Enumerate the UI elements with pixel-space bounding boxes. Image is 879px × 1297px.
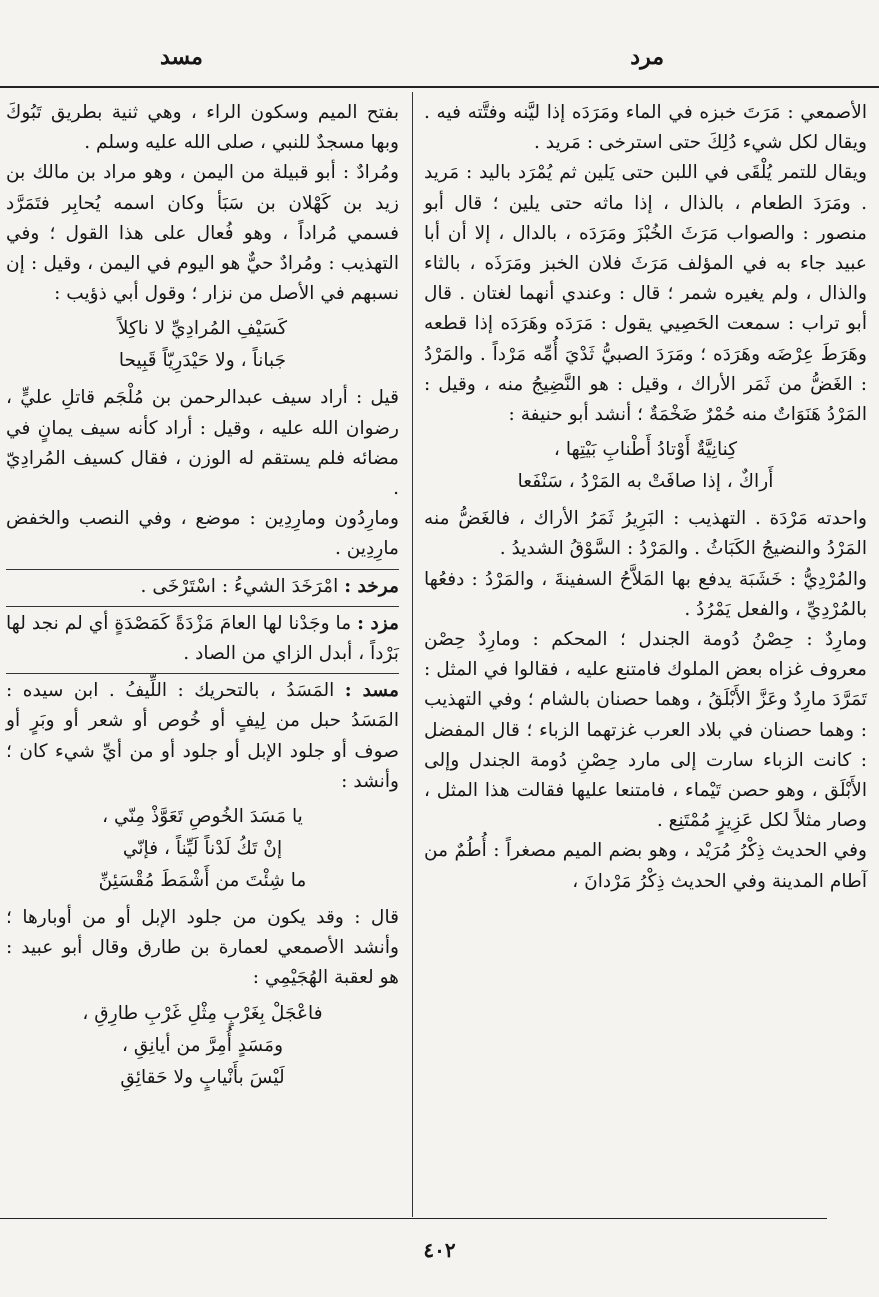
paragraph: ويقال للتمر يُلْقَى في اللبن حتى يَلين ثم يُمْرَد باليد : مَريد . ومَرَدَ الطعام ، بالذال ، إذا ماثه حتى يلين ؛ قال أبو منصور : والصواب مَرَثَ الخُبْزَ ومَرَدَه ، بالدال ، إلا أن أبا عبيد جاء به في المؤلف مَرَثَ فلان الخبز ومَرَذَه ، بالثاء والذال ، ولم يغيره شمر ؛ قال : وعندي أنهما لغتان . قال أبو تراب : سمعت الحَصِيي يقول : مَرَدَه وهَرَدَه إذا قطعه وهَرَطَ عِرْضَه وهَرَدَه ؛ ومَرَدَ الصبيُّ ثَدْيَ أُمِّه مَرْداً . والمَرْدُ : الغَضُّ من ثَمَر الأراك ، وقيل : هو النَّضِيجُ منه ، وقيل : المَرْدُ هَنَوَاتٌ منه حُمْرٌ ضَخْمَةٌ ؛ أنشد أبو حنيفة : <box>424 162 867 426</box>
paragraph: والمُرْدِيُّ : خَشَبَة يدفع بها المَلاَّحُ السفينةَ ، والمَرْدُ : دفعُها بالمُرْدِيِّ ، والفعل يَمْرُدُ . <box>424 568 867 620</box>
verse <box>6 998 399 1094</box>
entry-text: ما وجَدْنا لها العامَ مَزْدَةً كَمَصْدَةٍ أي لم نجد لها بَرْداً ، أبدل الزاي من الصاد . <box>6 612 399 665</box>
verse-line: ما شِئْتَ من أَشْمَطَ مُقْسَئِنِّ <box>98 870 307 892</box>
paragraph: بفتح الميم وسكون الراء ، وهي ثنية بطريق تَبُوكَ وبها مسجدٌ للنبي ، صلى الله عليه وسلم . <box>6 102 399 154</box>
paragraph: قيل : أراد سيف عبدالرحمن بن مُلْجَم قاتلِ عليٍّ ، رضوان الله عليه ، وقيل : أراد كأنه سيف يمانٍ في مضائه فلم يستقم له الوزن ، فقال كسيف المُرادِيّ . <box>6 387 399 500</box>
headword: مرخد : <box>344 575 399 597</box>
page-number: ٤٠٢ <box>423 1238 456 1262</box>
paragraph: الأصمعي : مَرَتَ خبزه في الماء ومَرَدَه إذا ليَّنه وفتَّته فيه . ويقال لكل شيء دُلِكَ حتى استرخى : مَريد . <box>424 102 867 154</box>
entry-mrkhd <box>6 569 399 602</box>
right-column <box>424 98 867 897</box>
left-column <box>6 98 399 1100</box>
header-rule <box>0 86 879 88</box>
verse-line: فاعْجَلْ بِغَرْبٍ مِثْلِ غَرْبِ طارِقِ ، <box>82 1002 323 1024</box>
running-header-left: مسد <box>160 44 203 70</box>
verse-line: يا مَسَدَ الخُوصِ تَعَوَّذْ مِنّي ، <box>102 806 303 828</box>
paragraph: ومارِدٌ : حِصْنُ دُومة الجندل ؛ المحكم : ومارِدٌ حِصْن معروف غزاه بعض الملوك فامتنع عليه ، فقالوا في المثل : تَمَرَّدَ مارِدٌ وعَزَّ الأَبْلَقُ ، وهما حصنان بالشام ؛ وفي التهذيب : وهما حصنان في بلاد العرب غزتهما الزباء ؛ قال المفضل : كانت الزباء سارت إلى مارد حِصْنِ دُومة الجندل وإلى الأَبْلَق ، وهو حصن تَيْماء ، فامتنعا عليها فقالت هذا المثل ، وصار مثلاً لكل عَزِيزٍ مُمْتَنِع . <box>424 629 867 832</box>
verse <box>6 313 399 377</box>
running-header-right: مرد <box>630 44 664 70</box>
footer-rule <box>0 1218 827 1219</box>
column-divider <box>412 92 413 1217</box>
paragraph: ومارِدُون ومارِدِين : موضع ، وفي النصب والخفض مارِدِين . <box>6 508 399 560</box>
verse-line: إنْ تَكُ لَدْناً لَيِّناً ، فإنّي <box>122 838 283 860</box>
headword: مسد : <box>344 680 399 702</box>
verse-line: أَراكٌ ، إذا صافَتْ به المَرْدُ ، سَنْفَعا <box>517 471 774 493</box>
entry-msd <box>6 673 399 797</box>
headword: مزد : <box>357 612 399 634</box>
entry-text: امْرَخَدَ الشيءُ : اسْتَرْخَى . <box>140 575 339 597</box>
paragraph: واحدته مَرْدَة . التهذيب : البَرِيرُ ثَمَرُ الأراك ، فالغَضُّ منه المَرْدُ والنضيجُ الكَبَاثُ . والمَرْدُ : السَّوْقُ الشديدُ . <box>424 508 867 560</box>
verse <box>6 801 399 897</box>
verse-line: كَسَيْفِ المُرادِيِّ لا ناكِلاً <box>117 318 288 340</box>
paragraph: وفي الحديث ذِكْرُ مُرَيْد ، وهو بضم الميم مصغراً : أُطُمٌ من آطام المدينة وفي الحديث ذِكْرُ مَرْدانَ ، <box>424 840 867 892</box>
verse <box>424 434 867 498</box>
verse-line: ومَسَدٍ أُمِرَّ من أيانِقِ ، <box>121 1034 284 1056</box>
entry-text: المَسَدُ ، بالتحريك : اللِّيفُ . ابن سيده : المَسَدُ حبل من لِيفٍ أو خُوص أو شعر أو وبَرٍ أو صوف أو جلود الإبل أو جلود أو من أيِّ شيء كان ؛ وأنشد : <box>6 680 399 792</box>
verse-line: جَباناً ، ولا حَيْدَرِيّاً قَبِيحا <box>118 350 287 372</box>
verse-line: كِنانِيَّةٌ أَوْتادُ أَطْنابِ بَيْتِها ، <box>553 439 738 461</box>
paragraph: قال : وقد يكون من جلود الإبل أو من أوبارها ؛ وأنشد الأصمعي لعمارة بن طارق وقال أبو عبيد : هو لعقبة الهُجَيْمِي : <box>6 907 399 989</box>
verse-line: لَيْسَ بأَنْيابٍ ولا حَقائِقِ <box>120 1066 285 1088</box>
entry-mzd <box>6 606 399 669</box>
paragraph: ومُرادٌ : أبو قبيلة من اليمن ، وهو مراد بن مالك بن زيد بن كَهْلان بن سَبَأ وكان اسمه يُحابِر فتَمَرَّد فسمي مُراداً ، وهو فُعال على هذا القول ؛ وفي التهذيب : ومُرادٌ حيٌّ هو اليوم في اليمن ، وقيل : إن نسبهم في الأصل من نزار ؛ وقول أبي ذؤيب : <box>6 162 399 305</box>
